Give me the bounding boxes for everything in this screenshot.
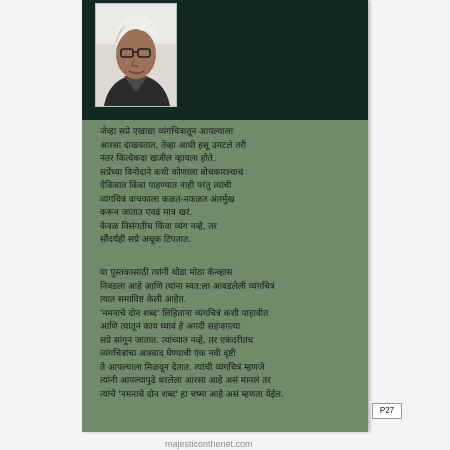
- blurb-line: त्यांनी आपल्यापुढे धरलेला आरसा आहे असं मानलं तर: [100, 376, 271, 386]
- blurb-line: जेव्हा सप्रे एखाद्या व्यंगचित्रातून आपल्याला: [100, 127, 234, 137]
- blurb-line: नंतर कित्येकदा खजील व्हायला होते.: [100, 154, 216, 164]
- author-photo: [95, 3, 177, 107]
- site-watermark: majesticonthenet.com: [165, 439, 253, 449]
- blurb-line: सौंदर्यही सप्रे अचूक टिपतात.: [100, 235, 191, 245]
- blurb-line: ते आपल्याला मिळवून देतात. त्यांची व्यंगचित्रं म्हणजे: [100, 362, 265, 373]
- blurb-line: त्यांचे 'नमनाचे दोन शब्द' हा चष्मा आहे असं म्हणता येईल.: [100, 389, 284, 400]
- blurb-line: व्यंगचित्रं वाचकाला कळत-नकळत अंतर्मुख: [100, 194, 235, 205]
- blurb-paragraph-2: [100, 267, 362, 402]
- blurb-line: सप्रे सांगून जातात. त्यांच्यात नव्हे, तर एकंदरीतच: [100, 335, 254, 346]
- blurb-line: आरसा दाखवतात, तेव्हा आधी हसू उमटले तरी: [100, 140, 247, 151]
- blurb-line: ऐकिवात किंवा पाहण्यात नाही परंतु त्यांची: [100, 181, 232, 191]
- blurb-line: निवडला आहे आणि त्यांना स्वत:ला आवडलेली व्यंगचित्रं: [100, 281, 275, 292]
- blurb-line: केवळ विसंगतीच किंवा व्यंग नव्हे, तर: [100, 221, 218, 232]
- blurb-line: व्यंगचित्रांचा आस्वाद घेण्याची एक नवी दृष्टी: [100, 349, 236, 359]
- blurb-line: 'नमनाचे दोन शब्द' लिहिताना व्यंगचित्रं कशी पाहावीत: [100, 308, 269, 319]
- blurb-line: त्यात समाविष्ट केली आहेत.: [100, 295, 187, 305]
- blurb-line: आणि त्यातून काय घ्यावं हे अगदी सहजगत्या: [100, 322, 241, 332]
- blurb-line: या पुस्तकासाठी त्यांनी थोडा मोठा कॅन्व्हास: [100, 268, 233, 278]
- blurb-paragraph-1: [100, 126, 362, 248]
- blurb-line: करून जातात एवढं मात्र खरं.: [100, 208, 193, 218]
- blurb-line: सप्रेंच्या विनोदाने कधी कोणाला बोचकारल्याचं: [100, 167, 244, 178]
- page-code-label: P27: [372, 403, 402, 419]
